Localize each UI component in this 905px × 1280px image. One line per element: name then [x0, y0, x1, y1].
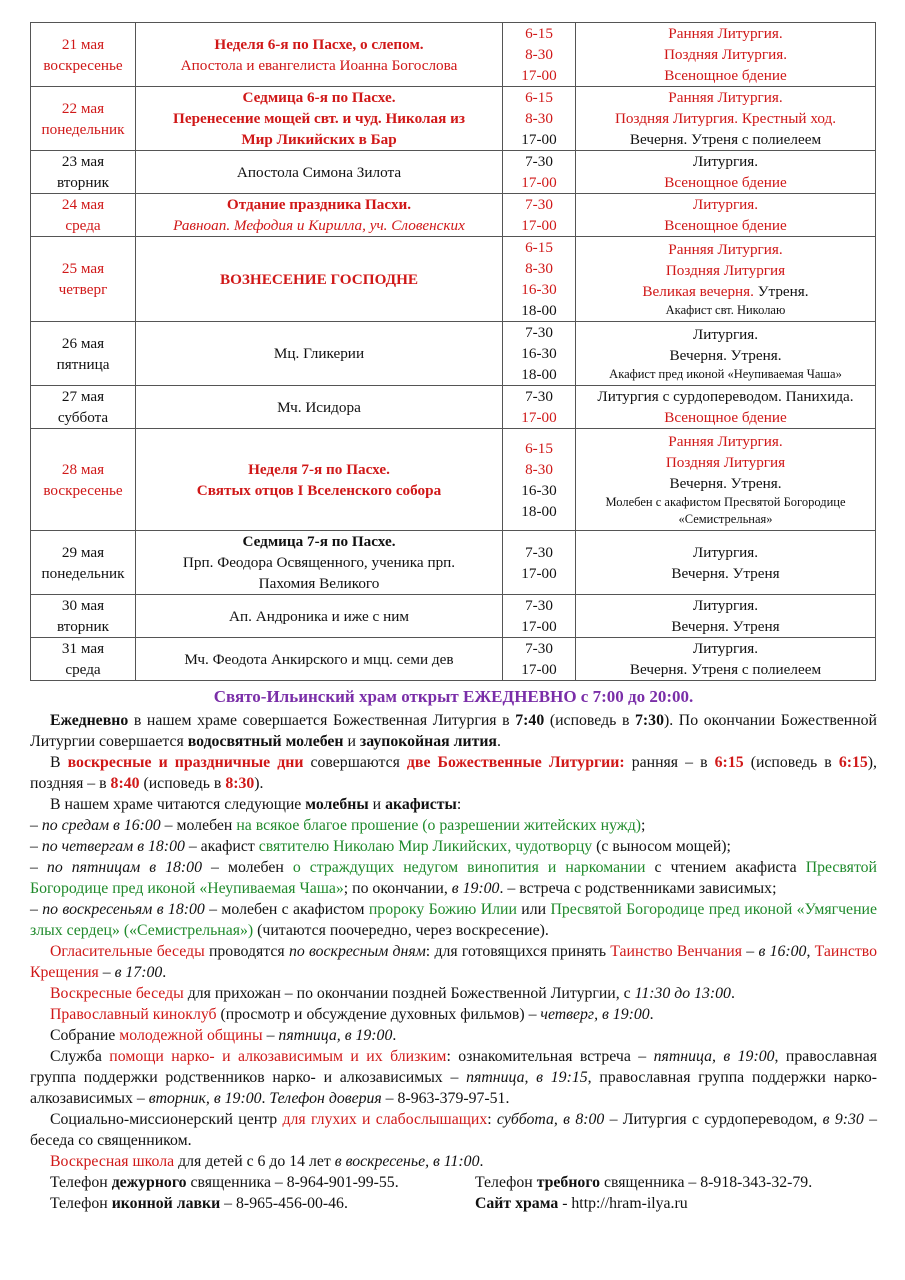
text-run: ранняя – в — [624, 754, 715, 771]
weekday: вторник — [56, 618, 110, 635]
text-run: Таинство Венчания — [610, 943, 743, 960]
info-paragraph — [30, 1046, 877, 1109]
service-time: 17-00 — [521, 618, 557, 635]
service-name: Поздняя Литургия — [665, 454, 786, 471]
text-run: Служба — [50, 1048, 110, 1065]
text-run: четверг, в 19:00 — [540, 1006, 650, 1023]
text-run: Сайт храма — [475, 1195, 559, 1212]
schedule-row — [31, 237, 876, 322]
text-run: В — [50, 754, 68, 771]
service-name: Поздняя Литургия. Крестный ход. — [614, 110, 837, 127]
text-run: – беседа со священником. — [30, 1111, 878, 1149]
service-name: Акафист пред иконой «Неупиваемая Чаша» — [609, 367, 842, 381]
event-line: Пахомия Великого — [258, 575, 380, 592]
text-run: , — [806, 943, 815, 960]
text-run: 6:15 — [838, 754, 868, 771]
service-name: Литургия. — [692, 153, 759, 170]
info-paragraph — [30, 983, 877, 1004]
text-run: . — [162, 964, 167, 981]
info-paragraph — [30, 752, 877, 794]
text-run: ), поздняя – в — [30, 754, 877, 792]
phones-row-2 — [30, 1193, 877, 1214]
text-run: , православная группа поддержки нарко- алкозависимых – — [30, 1069, 878, 1107]
text-run: Телефон — [475, 1174, 537, 1191]
date: 28 мая — [61, 460, 105, 478]
text-run: на всякое благое прошение (о разрешении житейских нужд) — [236, 817, 642, 834]
info-paragraphs — [30, 710, 877, 1172]
date: 22 мая — [61, 99, 105, 117]
text-run: Телефон — [50, 1195, 112, 1212]
event-line: Апостола и евангелиста Иоанна Богослова — [180, 56, 458, 74]
service-name: Вечерня. Утреня с полиелеем — [629, 661, 822, 678]
date: 31 мая — [61, 640, 105, 657]
service-name: Литургия. — [692, 640, 759, 657]
text-run: ; — [641, 817, 646, 834]
text-run: . – встреча с родственниками зависимых; — [499, 880, 777, 897]
schedule-table — [30, 22, 876, 681]
text-run: – по пятницам в 18:00 — [30, 859, 202, 876]
service-name: Великая вечерня. Утреня. — [642, 283, 809, 300]
text-run: в нашем храме совершается Божественная Литургия в — [128, 712, 516, 729]
info-paragraph — [30, 1151, 877, 1172]
text-run: и — [368, 796, 386, 813]
text-run: Таинство Крещения — [30, 943, 877, 981]
event-line: Мир Ликийских в Бар — [241, 131, 397, 148]
text-run: в 19:00 — [451, 880, 500, 897]
service-name: Ранняя Литургия. — [668, 89, 783, 106]
text-run: – Литургия с сурдопереводом, — [604, 1111, 823, 1128]
text-run: с чтением акафиста — [645, 859, 806, 876]
opening-hours-header: Свято-Ильинский храм открыт ЕЖЕДНЕВНО с 7:00 до 20:00. — [213, 687, 694, 706]
weekday: среда — [65, 661, 101, 678]
weekday: воскресенье — [43, 481, 123, 499]
service-name: Всенощное бдение — [664, 217, 787, 234]
service-time: 7-30 — [525, 196, 553, 213]
text-run: . — [649, 1006, 654, 1023]
service-time: 8-30 — [525, 460, 553, 478]
event-line: Неделя 7-я по Пасхе. — [248, 460, 390, 478]
text-run: : ознакомительная встреча – — [446, 1048, 654, 1065]
text-run: . — [479, 1153, 484, 1170]
info-paragraph — [30, 1025, 877, 1046]
text-run: – — [742, 943, 759, 960]
text-run: – по четвергам в 18:00 — [30, 838, 185, 855]
service-name: Всенощное бдение — [664, 409, 787, 426]
text-run: . — [730, 985, 735, 1002]
service-name: Ранняя Литургия. — [668, 433, 783, 450]
text-run: священника – 8-964-901-99-55. — [186, 1174, 399, 1191]
schedule-row — [31, 322, 876, 386]
info-paragraph — [30, 794, 877, 815]
service-time: 17-00 — [521, 409, 557, 426]
event-line: Прп. Феодора Освященного, ученика прп. — [182, 554, 456, 571]
service-time: 8-30 — [525, 260, 553, 277]
text-run: (читаются поочередно, через воскресение). — [253, 922, 549, 939]
info-section — [30, 684, 877, 1214]
info-paragraph — [30, 815, 877, 836]
text-run: молебны — [305, 796, 369, 813]
service-time: 17-00 — [521, 174, 557, 191]
service-time: 7-30 — [525, 597, 553, 614]
service-name: Вечерня. Утреня. — [669, 347, 782, 364]
weekday: понедельник — [41, 120, 125, 138]
text-run: акафисты — [385, 796, 457, 813]
service-time: 7-30 — [525, 640, 553, 657]
service-name: Поздняя Литургия. — [663, 46, 788, 63]
event-line: Святых отцов I Вселенского собора — [196, 481, 442, 499]
service-time: 6-15 — [525, 25, 553, 42]
weekday: понедельник — [41, 564, 125, 582]
text-run: заупокойная лития — [359, 733, 497, 750]
service-time: 18-00 — [521, 502, 557, 520]
text-run: для глухих и слабослышащих — [282, 1111, 488, 1128]
service-name: «Семистрельная» — [678, 512, 773, 526]
text-run: – акафист — [184, 838, 259, 855]
text-run: ). По окончании Божественной Литургии совершается — [30, 712, 878, 750]
schedule-row — [31, 595, 876, 638]
service-name: Вечерня. Утреня — [671, 618, 780, 635]
text-run: и — [343, 733, 360, 750]
service-name: Ранняя Литургия. — [668, 241, 783, 258]
event-line: Ап. Андроника и иже с ним — [229, 607, 409, 625]
text-run: Социально-миссионерский центр — [50, 1111, 283, 1128]
text-run: – молебен — [160, 817, 237, 834]
text-run: о страждущих недугом винопития и наркомании — [292, 859, 646, 876]
text-run: : — [456, 796, 462, 813]
schedule-row — [31, 87, 876, 151]
info-paragraph — [30, 1004, 877, 1025]
text-run: пятница, в 19:00 — [653, 1048, 775, 1065]
weekday: четверг — [58, 281, 108, 298]
service-time: 7-30 — [525, 388, 553, 405]
event-line: Апостола Симона Зилота — [236, 163, 402, 181]
text-run: Воскресные беседы — [50, 985, 184, 1002]
service-time: 8-30 — [525, 46, 553, 63]
schedule-row — [31, 429, 876, 531]
text-run: суббота, в 8:00 — [496, 1111, 605, 1128]
text-run: молодежной общины — [119, 1027, 263, 1044]
text-run: , православная группа поддержки родственников нарко- и алкозависимых – — [30, 1048, 877, 1086]
schedule-row — [31, 386, 876, 429]
text-run: (исповедь в — [139, 775, 226, 792]
text-run: вторник, в 19:00 — [148, 1090, 262, 1107]
text-run: – молебен — [201, 859, 293, 876]
text-run: Огласительные беседы — [50, 943, 205, 960]
service-time: 17-00 — [521, 217, 557, 234]
event-line: Отдание праздника Пасхи. — [226, 196, 412, 213]
text-run: дежурного — [111, 1174, 187, 1191]
service-name: Вечерня. Утреня — [671, 564, 780, 582]
schedule-row — [31, 194, 876, 237]
date: 29 мая — [61, 543, 105, 561]
text-run: – по средам в 16:00 — [30, 817, 161, 834]
event-line: Мч. Феодота Анкирского и мцц. семи дев — [184, 650, 454, 668]
date: 30 мая — [61, 597, 105, 614]
service-time: 6-15 — [525, 439, 553, 457]
text-run: в 17:00 — [114, 964, 163, 981]
info-paragraph — [30, 1109, 877, 1151]
text-run: для детей с 6 до 14 лет — [174, 1153, 335, 1170]
weekday: воскресенье — [43, 56, 123, 74]
text-run: помощи нарко- и алкозависимым и их близким — [109, 1048, 447, 1065]
schedule-row — [31, 638, 876, 681]
service-name: Литургия. — [692, 597, 759, 614]
text-run: 8:40 — [110, 775, 140, 792]
service-time: 8-30 — [525, 110, 553, 127]
phones-row-1 — [30, 1172, 877, 1193]
text-run: . — [261, 1090, 270, 1107]
text-run: Ежедневно — [50, 712, 129, 729]
service-time: 17-00 — [521, 564, 557, 582]
event-line: Мц. Гликерии — [273, 345, 365, 362]
text-run: (исповедь в — [743, 754, 839, 771]
event-line: ВОЗНЕСЕНИЕ ГОСПОДНЕ — [219, 270, 419, 288]
text-run: пятница, в 19:15 — [466, 1069, 588, 1086]
text-run: Воскресная школа — [50, 1153, 175, 1170]
service-time: 16-30 — [521, 481, 557, 499]
service-time: 6-15 — [525, 239, 553, 256]
text-run: 7:40 — [515, 712, 545, 729]
text-run: В нашем храме читаются следующие — [50, 796, 306, 813]
text-run: в 16:00 — [758, 943, 807, 960]
weekday: среда — [65, 217, 101, 234]
event-line: Седмица 6-я по Пасхе. — [242, 89, 396, 106]
text-run: Пресвятой Богородице пред иконой «Неупиваемая Чаша» — [30, 859, 877, 897]
text-run: Православный киноклуб — [50, 1006, 217, 1023]
text-run: или — [516, 901, 551, 918]
text-run: по воскресным дням — [288, 943, 426, 960]
weekday: пятница — [56, 355, 110, 373]
date: 26 мая — [61, 334, 105, 352]
text-run: иконной лавки — [111, 1195, 221, 1212]
service-name: Вечерня. Утреня. — [669, 475, 782, 492]
event-line: Равноап. Мефодия и Кирилла, уч. Словенских — [173, 217, 465, 234]
text-run: ). — [254, 775, 264, 792]
weekday: суббота — [57, 409, 109, 426]
service-name: Поздняя Литургия — [665, 262, 786, 279]
service-time: 18-00 — [521, 366, 557, 383]
info-paragraph — [30, 836, 877, 857]
icon-shop-phone — [50, 1193, 475, 1214]
info-paragraph — [30, 899, 877, 941]
service-time: 16-30 — [521, 281, 557, 298]
info-paragraph — [30, 857, 877, 899]
text-run: . — [496, 733, 501, 750]
service-time: 7-30 — [525, 543, 553, 561]
text-run: : — [487, 1111, 497, 1128]
text-run: святителю Николаю Мир Ликийских, чудотворцу — [258, 838, 593, 855]
text-run: – 8-963-379-97-51. — [381, 1090, 510, 1107]
service-name: Литургия. — [692, 326, 759, 343]
event-line: Седмица 7-я по Пасхе. — [242, 533, 396, 550]
service-time: 17-00 — [521, 67, 557, 84]
text-run: (с выносом мощей); — [592, 838, 731, 855]
service-name: Молебен с акафистом Пресвятой Богородице — [605, 495, 846, 509]
weekday: вторник — [56, 174, 110, 191]
service-name: Вечерня. Утреня с полиелеем — [629, 131, 822, 148]
website-link[interactable] — [475, 1193, 688, 1214]
schedule-row — [31, 531, 876, 595]
date: 21 мая — [61, 35, 105, 53]
text-run: - http://hram-ilya.ru — [558, 1195, 688, 1212]
text-run: пятница, в 19:00 — [278, 1027, 393, 1044]
text-run: для прихожан – по окончании поздней Божественной Литургии, с — [183, 985, 635, 1002]
text-run: (просмотр и обсуждение духовных фильмов) – — [216, 1006, 541, 1023]
service-name: Всенощное бдение — [664, 174, 787, 191]
service-name-tail: Утреня. — [753, 283, 809, 300]
event-line: Мч. Исидора — [277, 398, 361, 416]
text-run: водосвятный молебен — [187, 733, 344, 750]
text-run: священника – 8-918-343-32-79. — [600, 1174, 813, 1191]
text-run: совершаются — [303, 754, 407, 771]
service-time: 18-00 — [521, 302, 557, 319]
schedule-row — [31, 23, 876, 87]
text-run: две Божественные Литургии: — [406, 754, 625, 771]
text-run: 6:15 — [714, 754, 744, 771]
duty-priest-phone — [50, 1172, 475, 1193]
service-name: Всенощное бдение — [664, 67, 787, 84]
text-run: в воскресенье, в 11:00 — [334, 1153, 480, 1170]
date: 24 мая — [61, 196, 105, 213]
service-name: Литургия с сурдопереводом. Панихида. — [597, 388, 854, 405]
text-run: – — [98, 964, 115, 981]
schedule-body — [31, 23, 876, 681]
service-time: 17-00 — [521, 661, 557, 678]
text-run: : для готовящихся принять — [425, 943, 611, 960]
text-run: (исповедь в — [544, 712, 636, 729]
text-run: – 8-965-456-00-46. — [220, 1195, 348, 1212]
info-paragraph — [30, 941, 877, 983]
text-run: пророку Божию Илии — [368, 901, 517, 918]
text-run: воскресные и праздничные дни — [67, 754, 304, 771]
service-time: 16-30 — [521, 345, 557, 362]
text-run: Телефон доверия — [269, 1090, 382, 1107]
date: 25 мая — [61, 260, 105, 277]
service-time: 7-30 — [525, 324, 553, 341]
text-run: – — [262, 1027, 279, 1044]
text-run: Собрание — [50, 1027, 120, 1044]
text-run: – по воскресеньям в 18:00 — [30, 901, 205, 918]
event-line: Перенесение мощей свт. и чуд. Николая из — [173, 110, 465, 127]
service-name: Литургия. — [692, 196, 759, 213]
service-name: Ранняя Литургия. — [668, 25, 783, 42]
schedule-row — [31, 151, 876, 194]
service-priest-phone — [475, 1172, 812, 1193]
service-time: 17-00 — [521, 131, 557, 148]
text-run: проводятся — [204, 943, 289, 960]
service-name: Акафист свт. Николаю — [665, 303, 786, 317]
service-time: 6-15 — [525, 89, 553, 106]
text-run: в 9:30 — [822, 1111, 864, 1128]
text-run: ; по окончании, — [343, 880, 452, 897]
date: 27 мая — [61, 388, 105, 405]
event-line: Неделя 6-я по Пасхе, о слепом. — [214, 35, 424, 53]
text-run: 8:30 — [225, 775, 255, 792]
text-run: Пресвятой Богородице пред иконой «Умягчение злых сердец» («Семистрельная») — [30, 901, 877, 939]
info-paragraph — [30, 710, 877, 752]
service-time: 7-30 — [525, 153, 553, 170]
text-run: требного — [536, 1174, 601, 1191]
text-run: Телефон — [50, 1174, 112, 1191]
text-run: . — [392, 1027, 397, 1044]
date: 23 мая — [61, 153, 105, 170]
text-run: – молебен с акафистом — [204, 901, 369, 918]
text-run: 7:30 — [635, 712, 664, 729]
text-run: 11:30 до 13:00 — [634, 985, 731, 1002]
service-name: Литургия. — [692, 543, 759, 561]
